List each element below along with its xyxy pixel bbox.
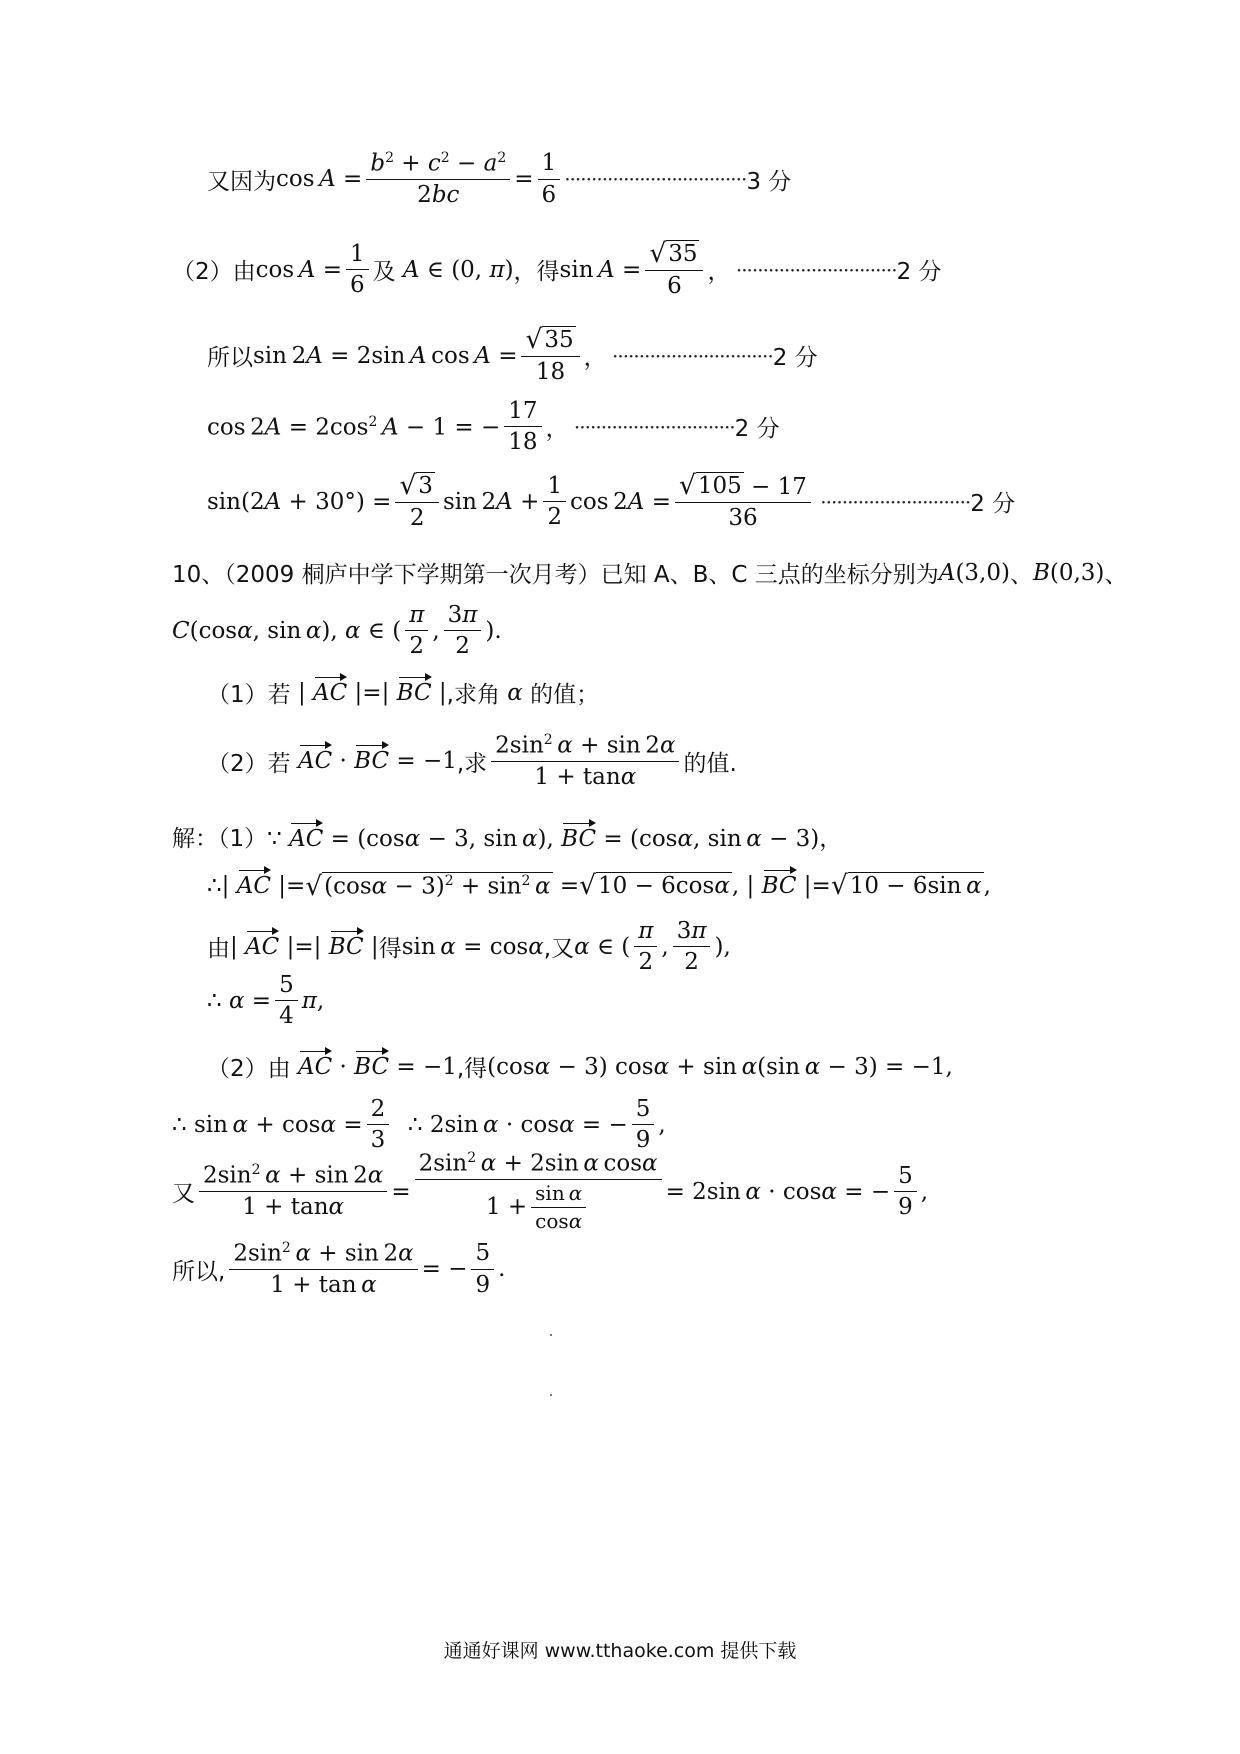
fraction: $2\sin^2$ α + 2sin α cosα 1 + $\frac{\text{sin α}}{\cos\alpha}$: [415, 1150, 662, 1233]
leader-dots: ····························: [814, 489, 971, 514]
score: 2 分: [772, 345, 818, 372]
solution-line-3: 由 | AC |=| BC | 得 sin α = cosα ,又 α ∈ ( $\frac{\pi}{2}$ , $\frac{3\pi}{2}$ ),: [207, 918, 731, 976]
text: 、: [1104, 562, 1128, 588]
score: 3 分: [746, 168, 792, 195]
solution-line-4: ∴ α = $\frac{5}{4}$ π ,: [207, 972, 325, 1030]
leader-dots: ······························: [606, 343, 773, 368]
solution-line-2: ∴| AC |= √ $(\cos\alpha - 3)^2 + \sin^2 \alpha$ = √ 10 − 6cosα , | BC |= √ 10 − 6sin α ,: [207, 870, 991, 902]
fraction: √ 35 6: [645, 240, 703, 300]
leader-dots: ······························: [730, 257, 897, 282]
text: ,求: [456, 750, 488, 777]
text: ,求角: [446, 682, 500, 708]
text: （2）由: [207, 1056, 291, 1082]
text: 所以,: [172, 1258, 226, 1285]
line-cosA-formula: 又因为 cos A = $\frac{b^2 + c^2 - a^2}{2bc}$ = $\frac{1}{6}$ ·································· 3 分: [207, 150, 792, 209]
text: ,又: [543, 936, 575, 963]
text: （1）若: [207, 682, 291, 708]
fraction: $\frac{3\pi}{2}$: [673, 918, 711, 976]
solution-line-7: 又 $\frac{2\sin^2 \alpha + \sin 2\alpha}{1 + \tan\alpha}$ = $2\sin^2$ α + 2sin α cosα 1 + $\frac{\text{sin α}}{\cos\alpha}$ = 2sin α · cosα = − $\frac{5}{9}$ ,: [172, 1150, 929, 1234]
score: 2 分: [734, 416, 780, 443]
score: 2 分: [970, 491, 1016, 518]
fraction: $\frac{1}{2}$: [543, 473, 566, 531]
question-10-title: 10、（2009 桐庐中学下学期第一次月考）已知 A、B、C 三点的坐标分别为 A(3,0) 、 B(0,3) 、: [172, 556, 1127, 589]
leader-dots: ··································: [564, 167, 747, 192]
fraction: $\frac{b^2 + c^2 - a^2}{2bc}$: [366, 150, 510, 209]
scan-speck: [550, 1334, 552, 1336]
line-part2-sinA: （2）由 cos A = $\frac{1}{6}$ 及 A ∈ (0, π) ，得 sin A = √ 35 6 ， ······························ 2 分: [172, 237, 942, 300]
line-sin2A: 所以 sin 2A = 2sin A cos A = √ 35 18 ， ······························ 2 分: [207, 323, 818, 386]
fraction: $\frac{5}{9}$: [894, 1163, 917, 1221]
fraction: $\frac{17}{18}$: [504, 398, 541, 456]
fraction: √ 105 − 17 36: [675, 472, 811, 532]
text: 由: [207, 936, 230, 963]
fraction: $\frac{1}{6}$: [538, 150, 561, 208]
solution-line-1: 解：（1） ∵ AC = (cosα − 3, sin α), BC = (cosα, sin α − 3)，: [172, 820, 842, 853]
fraction: $\frac{\pi}{2}$: [634, 918, 657, 976]
text: ,得: [456, 1056, 488, 1082]
fraction: $\frac{2\sin^2 \alpha + \sin 2\alpha}{\text{1 + tan α}}$: [229, 1240, 417, 1299]
text: 得: [378, 936, 402, 963]
fraction: $\frac{5}{9}$: [471, 1240, 494, 1298]
footer-text: 通通好课网 www.tthaoke.com 提供下载: [443, 1640, 797, 1662]
fraction: $\frac{\pi}{2}$: [405, 602, 428, 660]
line-sin2A-plus-30: sin(2A + 30°) = √ 3 2 sin 2A + $\frac{1}{2}$ cos 2A = √ 105 − 17 36 ···························· 2 分: [207, 469, 1016, 532]
fraction: √ 35 18: [521, 326, 579, 386]
text: 10、（2009 桐庐中学下学期第一次月考）已知 A、B、C 三点的坐标分别为: [172, 562, 939, 588]
solution-line-8: 所以, $\frac{2\sin^2 \alpha + \sin 2\alpha}{\text{1 + tan α}}$ = − $\frac{5}{9}$ .: [172, 1240, 506, 1299]
text: ，: [707, 259, 731, 286]
text: 所以: [207, 345, 253, 372]
fraction: $\frac{5}{9}$: [632, 1096, 655, 1154]
scan-speck: [550, 1394, 552, 1396]
fraction: $\frac{2\sin^2 \alpha + \sin 2\alpha}{1 + \tan\alpha}$: [199, 1162, 387, 1221]
fraction: $\frac{3\pi}{2}$: [444, 602, 482, 660]
score: 2 分: [896, 259, 942, 286]
text: （2）由: [172, 259, 256, 286]
question-10-point-C: C(cosα, sin α), α ∈ ( $\frac{\pi}{2}$ , $\frac{3\pi}{2}$ ).: [172, 602, 502, 660]
leader-dots: ······························: [568, 414, 735, 439]
question-10-part1: （1）若 | AC |=| BC | ,求角 α 的值；: [207, 676, 599, 709]
text: 、: [1009, 562, 1033, 588]
line-cos2A: $\cos 2A = 2\cos^2$ A − 1 = − $\frac{17}{18}$ ， ······························ 2 分: [207, 398, 780, 456]
solution-line-6: ∴ sin α + cosα = $\frac{2}{3}$ ∴ 2sin α · cosα = − $\frac{5}{9}$ ,: [172, 1096, 666, 1154]
text: ，得: [513, 259, 560, 286]
text: 解：（1）: [172, 826, 268, 852]
question-10-part2: （2）若 AC · BC = −1 ,求 $\frac{2\sin^2 \alpha + \sin 2\alpha}{1 + \tan\alpha}$ 的值.: [207, 732, 737, 791]
text: 又因为: [207, 168, 276, 195]
text: （2）若: [207, 750, 291, 777]
text: 的值.: [683, 750, 737, 777]
fraction: $\frac{2}{3}$: [367, 1096, 390, 1154]
text: 及: [372, 259, 396, 286]
fraction: $\frac{1}{6}$: [346, 241, 369, 299]
text: 的值；: [530, 682, 600, 708]
fraction: $\frac{2\sin^2 \alpha + \sin 2\alpha}{1 + \tan\alpha}$: [491, 732, 679, 791]
fraction: $\frac{5}{4}$: [275, 972, 298, 1030]
fraction: √ 3 2: [395, 472, 439, 532]
solution-line-5: （2）由 AC · BC = −1 ,得 (cosα − 3) cosα + sin α(sin α − 3) = −1,: [207, 1050, 953, 1083]
text: 又: [172, 1181, 195, 1208]
